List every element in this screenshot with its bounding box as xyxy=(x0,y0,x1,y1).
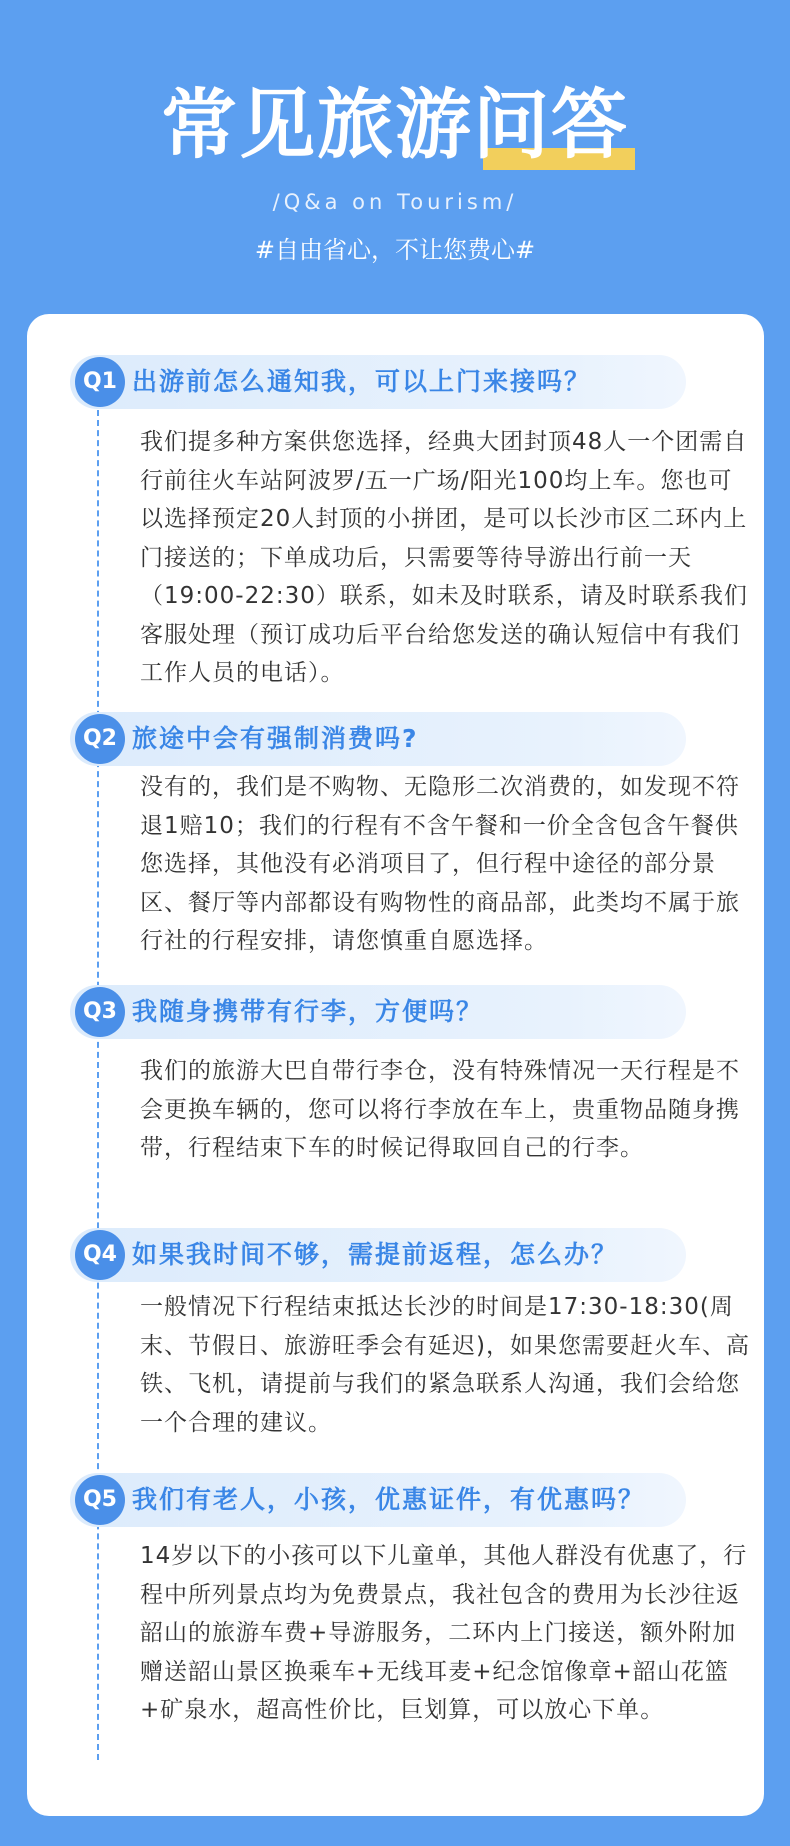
question-title-q1: 出游前怎么通知我，可以上门来接吗？ xyxy=(132,367,592,396)
page-slogan: #自由省心，不让您费心# xyxy=(254,236,536,264)
page-subtitle: /Q&a on Tourism/ xyxy=(272,190,518,214)
page-title: 常见旅游问答 xyxy=(161,80,629,169)
page-title-block xyxy=(161,80,629,170)
question-badge-q3: Q3 xyxy=(75,987,125,1037)
answer-q3: 我们的旅游大巴自带行李仓，没有特殊情况一天行程是不会更换车辆的，您可以将行李放在车上，贵重物品随身携带，行程结束下车的时候记得取回自己的行李。 xyxy=(140,1058,740,1161)
answer-q4: 一般情况下行程结束抵达长沙的时间是17:30-18:30(周末、节假日、旅游旺季会有延迟)，如果您需要赶火车、高铁、飞机，请提前与我们的紧急联系人沟通，我们会给您一个合理的建议。 xyxy=(140,1294,750,1436)
question-badge-q4: Q4 xyxy=(75,1230,125,1280)
answer-q2: 没有的，我们是不购物、无隐形二次消费的，如发现不符退1赔10；我们的行程有不含午餐和一价全含包含午餐供您选择，其他没有必消项目了，但行程中途径的部分景区、餐厅等内部都设有购物性的商品部，此类均不属于旅行社的行程安排，请您慎重自愿选择。 xyxy=(140,774,740,954)
question-badge-q5: Q5 xyxy=(75,1475,125,1525)
title-wrap xyxy=(0,80,790,170)
question-title-q5: 我们有老人，小孩，优惠证件，有优惠吗？ xyxy=(132,1485,646,1514)
timeline-dashed-line xyxy=(97,400,99,1760)
question-title-q3: 我随身携带有行李，方便吗？ xyxy=(132,997,484,1026)
header xyxy=(0,0,790,300)
question-badge-q1: Q1 xyxy=(75,357,125,407)
question-badge-q2: Q2 xyxy=(75,714,125,764)
question-title-q4: 如果我时间不够，需提前返程，怎么办？ xyxy=(132,1240,619,1269)
question-title-q2: 旅途中会有强制消费吗? xyxy=(132,724,419,753)
answer-q1: 我们提多种方案供您选择，经典大团封顶48人一个团需自行前往火车站阿波罗/五一广场/阳光100均上车。您也可以选择预定20人封顶的小拼团，是可以长沙市区二环内上门接送的；下单成功后，只需要等待导游出行前一天（19:00-22:30）联系，如未及时联系，请及时联系我们客服处理（预订成功后平台给您发送的确认短信中有我们工作人员的电话）。 xyxy=(140,429,748,686)
answer-q5: 14岁以下的小孩可以下儿童单，其他人群没有优惠了，行程中所列景点均为免费景点，我社包含的费用为长沙往返韶山的旅游车费+导游服务，二环内上门接送，额外附加赠送韶山景区换乘车+无线耳麦+纪念馆像章+韶山花篮+矿泉水，超高性价比，巨划算，可以放心下单。 xyxy=(140,1543,748,1723)
